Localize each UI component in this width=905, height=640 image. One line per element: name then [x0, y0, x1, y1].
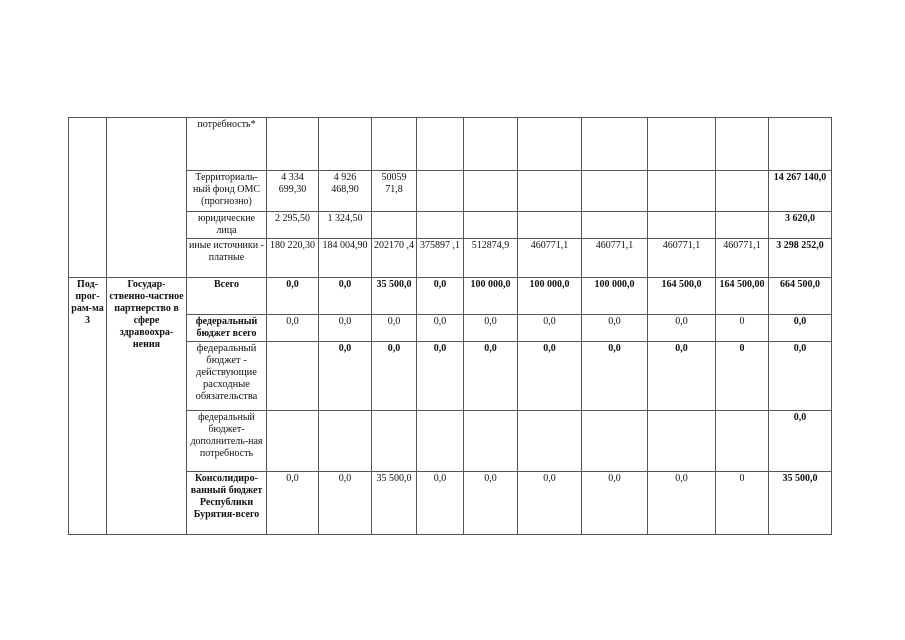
subprogram-name: Государ-ственно-частное партнерство в сфере здравоохра-нения — [107, 278, 187, 535]
value-cell — [716, 118, 769, 171]
value-cell — [716, 212, 769, 239]
value-cell — [716, 171, 769, 212]
total-cell: 664 500,0 — [769, 278, 832, 315]
value-cell — [464, 171, 518, 212]
value-cell — [372, 118, 417, 171]
value-cell: 0 — [716, 472, 769, 535]
value-cell — [518, 171, 582, 212]
value-cell: 0,0 — [518, 472, 582, 535]
value-cell: 0,0 — [518, 315, 582, 342]
value-cell — [417, 171, 464, 212]
value-cell — [372, 411, 417, 472]
value-cell: 0,0 — [582, 315, 648, 342]
value-cell: 2 295,50 — [267, 212, 319, 239]
value-cell — [769, 118, 832, 171]
value-cell: 0,0 — [372, 342, 417, 411]
value-cell — [582, 118, 648, 171]
row-label: федеральный бюджет - действующие расходные обязательства — [187, 342, 267, 411]
value-cell: 0,0 — [518, 342, 582, 411]
subprogram-code: Под-прог-рам-ма 3 — [69, 278, 107, 535]
value-cell: 0,0 — [582, 342, 648, 411]
row-label: федеральный бюджет всего — [187, 315, 267, 342]
value-cell: 0,0 — [319, 342, 372, 411]
row-label: юридические лица — [187, 212, 267, 239]
value-cell — [582, 171, 648, 212]
value-cell: 0,0 — [464, 342, 518, 411]
value-cell: 0,0 — [267, 472, 319, 535]
row-label: Территориаль-ный фонд ОМС (прогнозно) — [187, 171, 267, 212]
value-cell: 50059 71,8 — [372, 171, 417, 212]
value-cell: 100 000,0 — [582, 278, 648, 315]
value-cell: 0,0 — [417, 278, 464, 315]
budget-table — [68, 117, 832, 535]
value-cell: 1 324,50 — [319, 212, 372, 239]
total-cell: 35 500,0 — [769, 472, 832, 535]
value-cell — [648, 171, 716, 212]
value-cell: 0,0 — [417, 342, 464, 411]
value-cell: 4 926 468,90 — [319, 171, 372, 212]
value-cell: 0,0 — [319, 315, 372, 342]
value-cell: 0,0 — [648, 472, 716, 535]
total-cell: 14 267 140,0 — [769, 171, 832, 212]
value-cell: 180 220,30 — [267, 239, 319, 278]
row-label: Всего — [187, 278, 267, 315]
value-cell: 0,0 — [582, 472, 648, 535]
value-cell — [319, 118, 372, 171]
value-cell: 460771,1 — [582, 239, 648, 278]
value-cell — [464, 411, 518, 472]
value-cell: 375897 ,1 — [417, 239, 464, 278]
row-label: иные источники - платные — [187, 239, 267, 278]
table-row — [69, 278, 832, 315]
value-cell: 0,0 — [319, 472, 372, 535]
row-label: федеральный бюджет-дополнитель-ная потребность — [187, 411, 267, 472]
value-cell: 460771,1 — [716, 239, 769, 278]
value-cell — [417, 212, 464, 239]
empty-cell — [107, 118, 187, 278]
value-cell: 100 000,0 — [464, 278, 518, 315]
value-cell: 0 — [716, 342, 769, 411]
value-cell: 0,0 — [267, 315, 319, 342]
total-cell: 0,0 — [769, 411, 832, 472]
value-cell — [464, 212, 518, 239]
value-cell: 460771,1 — [648, 239, 716, 278]
value-cell: 0,0 — [464, 315, 518, 342]
value-cell — [518, 212, 582, 239]
value-cell: 164 500,00 — [716, 278, 769, 315]
value-cell: 460771,1 — [518, 239, 582, 278]
row-label: потребность* — [187, 118, 267, 171]
value-cell — [267, 411, 319, 472]
value-cell: 0,0 — [319, 278, 372, 315]
value-cell: 0,0 — [648, 315, 716, 342]
table-row — [69, 118, 832, 171]
value-cell: 0,0 — [372, 315, 417, 342]
value-cell — [267, 342, 319, 411]
value-cell: 0,0 — [267, 278, 319, 315]
value-cell: 0,0 — [464, 472, 518, 535]
value-cell — [417, 118, 464, 171]
value-cell: 164 500,0 — [648, 278, 716, 315]
empty-cell — [69, 118, 107, 278]
total-cell: 3 620,0 — [769, 212, 832, 239]
value-cell: 0 — [716, 315, 769, 342]
value-cell — [648, 212, 716, 239]
value-cell — [518, 411, 582, 472]
total-cell: 3 298 252,0 — [769, 239, 832, 278]
value-cell — [464, 118, 518, 171]
value-cell: 512874,9 — [464, 239, 518, 278]
value-cell: 35 500,0 — [372, 278, 417, 315]
total-cell: 0,0 — [769, 315, 832, 342]
value-cell: 100 000,0 — [518, 278, 582, 315]
row-label: Консолидиро-ванный бюджет Республики Бурятия-всего — [187, 472, 267, 535]
value-cell — [648, 411, 716, 472]
value-cell — [267, 118, 319, 171]
value-cell — [319, 411, 372, 472]
value-cell — [716, 411, 769, 472]
value-cell: 184 004,90 — [319, 239, 372, 278]
value-cell — [417, 411, 464, 472]
value-cell: 4 334 699,30 — [267, 171, 319, 212]
value-cell: 202170 ,4 — [372, 239, 417, 278]
value-cell: 0,0 — [648, 342, 716, 411]
value-cell — [582, 411, 648, 472]
value-cell — [648, 118, 716, 171]
value-cell — [582, 212, 648, 239]
value-cell — [372, 212, 417, 239]
value-cell: 35 500,0 — [372, 472, 417, 535]
value-cell — [518, 118, 582, 171]
value-cell: 0,0 — [417, 472, 464, 535]
total-cell: 0,0 — [769, 342, 832, 411]
value-cell: 0,0 — [417, 315, 464, 342]
